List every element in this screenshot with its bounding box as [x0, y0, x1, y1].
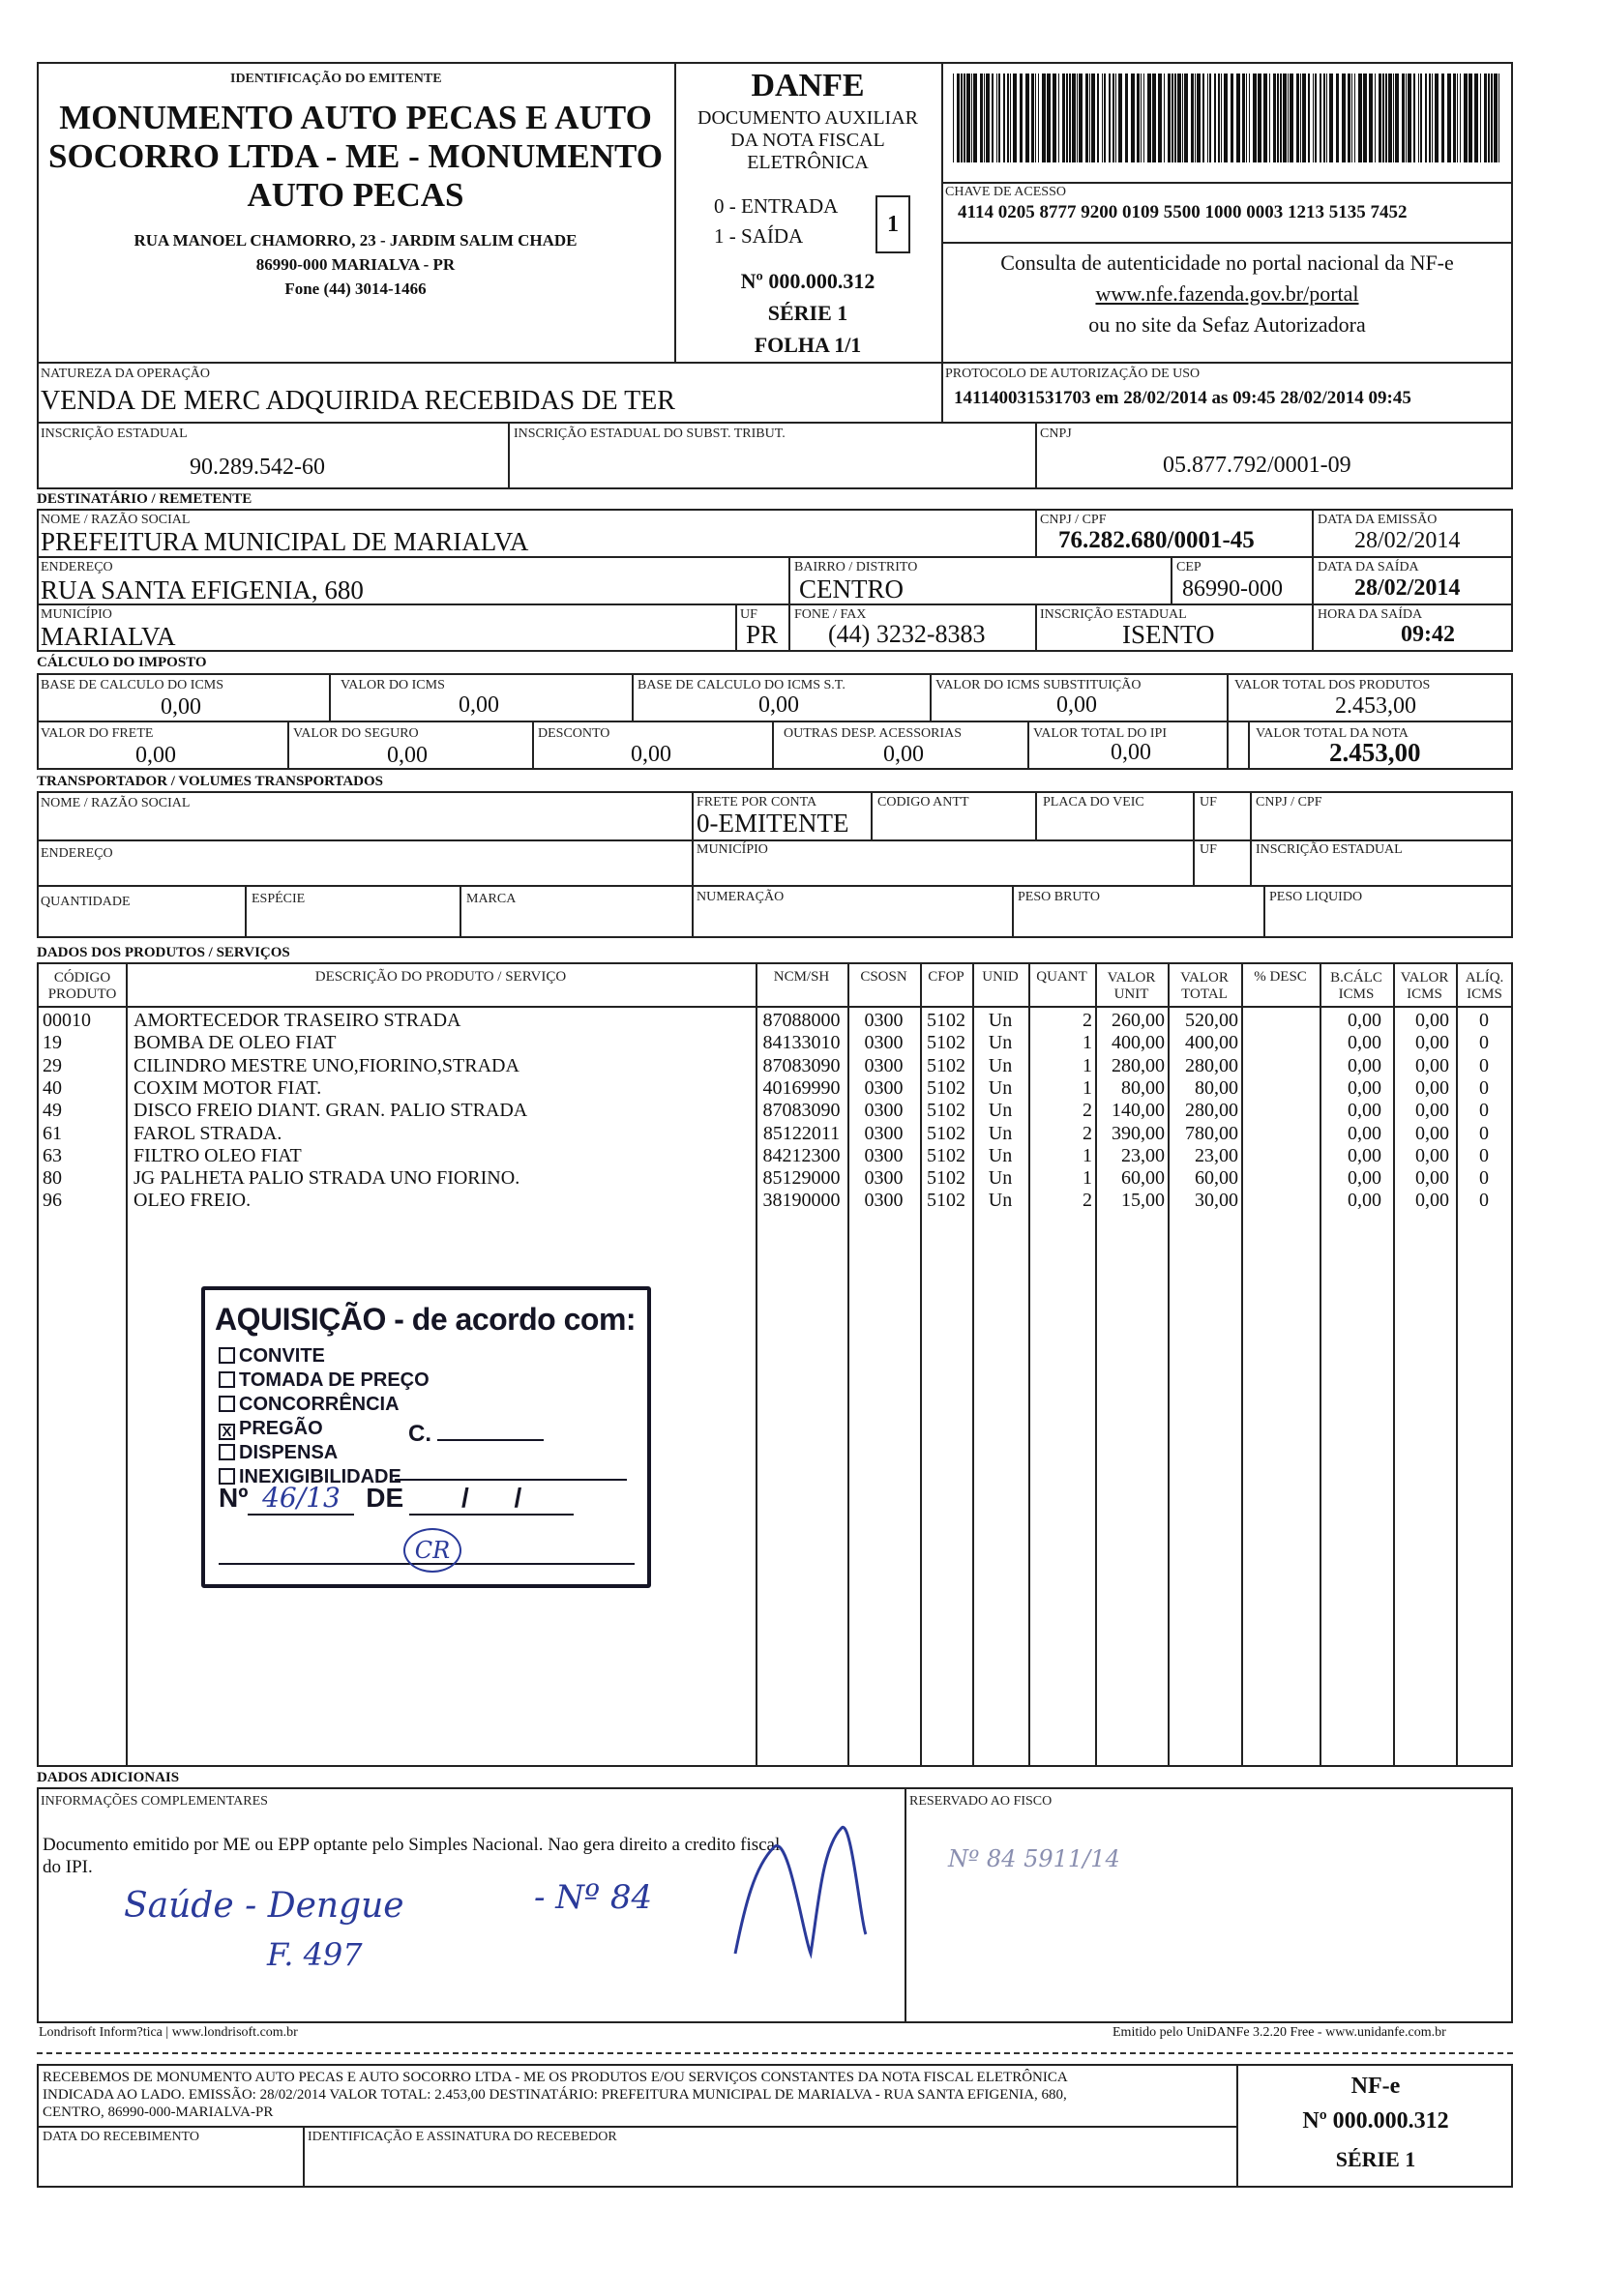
- dest-emissao-value: 28/02/2014: [1354, 528, 1461, 553]
- dest-bairro-label: BAIRRO / DISTRITO: [794, 560, 918, 574]
- th-vunit: VALOR UNIT: [1107, 970, 1156, 1002]
- cell-csosn: 0300: [864, 1100, 904, 1122]
- cell-vtotal: 280,00: [1185, 1100, 1238, 1122]
- transp-uf2-label: UF: [1200, 842, 1217, 857]
- cell-codigo: 40: [43, 1076, 62, 1099]
- cell-ncm: 84133010: [762, 1032, 841, 1054]
- stamp-line: [395, 1479, 627, 1481]
- cell-cfop: 5102: [927, 1144, 965, 1166]
- produtos-section: DADOS DOS PRODUTOS / SERVIÇOS: [37, 945, 290, 960]
- valor-st-label: VALOR DO ICMS SUBSTITUIÇÃO: [935, 678, 1142, 692]
- th-aliq: ALÍQ. ICMS: [1465, 970, 1504, 1002]
- ipi-value: 0,00: [1111, 740, 1151, 765]
- emitente-name: MONUMENTO AUTO PECAS E AUTO SOCORRO LTDA - ME - MONUMENTO AUTO PECAS: [48, 99, 663, 214]
- cell-ncm: 40169990: [762, 1076, 841, 1099]
- fisco-label: RESERVADO AO FISCO: [909, 1794, 1053, 1809]
- cell-aliq: 0: [1479, 1054, 1489, 1076]
- cell-cfop: 5102: [927, 1190, 965, 1212]
- dest-uf-value: PR: [746, 620, 779, 649]
- cell-unid: Un: [988, 1076, 1013, 1099]
- cell-quant: 1: [1083, 1032, 1092, 1054]
- dest-emissao-label: DATA DA EMISSÃO: [1318, 513, 1438, 527]
- cell-codigo: 80: [43, 1167, 62, 1190]
- valor-icms-value: 0,00: [459, 692, 499, 718]
- cell-csosn: 0300: [864, 1054, 904, 1076]
- danfe-subtitle: DOCUMENTO AUXILIAR DA NOTA FISCAL ELETRÔNICA: [697, 107, 918, 173]
- cell-vtotal: 400,00: [1185, 1032, 1238, 1054]
- chave-label: CHAVE DE ACESSO: [945, 185, 1066, 199]
- th-vicms: VALOR ICMS: [1400, 970, 1449, 1002]
- dest-uf-label: UF: [740, 607, 757, 622]
- cell-unid: Un: [988, 1010, 1013, 1031]
- handwriting-f497: F. 497: [267, 1936, 363, 1973]
- transp-municipio-label: MUNICÍPIO: [697, 842, 768, 857]
- danfe-title: DANFE: [751, 68, 865, 103]
- checkbox-icon: X: [219, 1424, 235, 1440]
- info-text: Documento emitido por ME ou EPP optante pelo Simples Nacional. Nao gera direito a credito fiscal do IPI.: [43, 1835, 781, 1877]
- cell-cfop: 5102: [927, 1100, 965, 1122]
- cell-vunit: 15,00: [1121, 1190, 1165, 1212]
- cell-ncm: 85129000: [762, 1167, 841, 1190]
- checkbox-icon: [219, 1396, 235, 1412]
- cnpj-label: CNPJ: [1040, 427, 1072, 441]
- cell-vunit: 390,00: [1112, 1122, 1165, 1144]
- th-quant: QUANT: [1036, 969, 1087, 985]
- canhoto-assinatura-label: IDENTIFICAÇÃO E ASSINATURA DO RECEBEDOR: [308, 2130, 617, 2144]
- transp-endereco-label: ENDEREÇO: [41, 846, 113, 861]
- transp-numeracao-label: NUMERAÇÃO: [697, 890, 785, 904]
- emitente-phone: Fone (44) 3014-1466: [284, 280, 427, 298]
- cell-codigo: 00010: [43, 1010, 91, 1031]
- cell-descricao: BOMBA DE OLEO FIAT: [134, 1032, 337, 1054]
- danfe-serie: SÉRIE 1: [767, 301, 848, 325]
- cell-vunit: 400,00: [1112, 1032, 1165, 1054]
- cell-bcalc: 0,00: [1348, 1032, 1381, 1054]
- cell-unid: Un: [988, 1100, 1013, 1122]
- dest-bairro-value: CENTRO: [799, 574, 904, 603]
- cell-descricao: CILINDRO MESTRE UNO,FIORINO,STRADA: [134, 1054, 519, 1076]
- cell-aliq: 0: [1479, 1190, 1489, 1212]
- th-unid: UNID: [982, 969, 1019, 985]
- cell-descricao: FILTRO OLEO FIAT: [134, 1144, 302, 1166]
- cell-csosn: 0300: [864, 1010, 904, 1031]
- frete-value: 0,00: [135, 743, 176, 768]
- stamp-option-label: CONCORRÊNCIA: [239, 1394, 400, 1415]
- cell-csosn: 0300: [864, 1167, 904, 1190]
- transp-cnpj-label: CNPJ / CPF: [1256, 795, 1322, 809]
- dest-saida-label: DATA DA SAÍDA: [1318, 560, 1419, 574]
- transp-quantidade-label: QUANTIDADE: [41, 895, 131, 909]
- transp-frete-label: FRETE POR CONTA: [697, 795, 817, 809]
- cell-vicms: 0,00: [1415, 1122, 1449, 1144]
- transp-ie-label: INSCRIÇÃO ESTADUAL: [1256, 842, 1403, 857]
- danfe-saida: 1 - SAÍDA: [714, 224, 804, 248]
- outras-label: OUTRAS DESP. ACESSORIAS: [784, 726, 962, 741]
- cell-cfop: 5102: [927, 1122, 965, 1144]
- cell-cfop: 5102: [927, 1054, 965, 1076]
- cell-aliq: 0: [1479, 1167, 1489, 1190]
- cell-vtotal: 280,00: [1185, 1054, 1238, 1076]
- base-icms-value: 0,00: [161, 694, 201, 720]
- cell-quant: 1: [1083, 1144, 1092, 1166]
- cell-quant: 2: [1083, 1190, 1092, 1212]
- barcode: [953, 74, 1502, 162]
- info-label: INFORMAÇÕES COMPLEMENTARES: [41, 1794, 268, 1809]
- cell-unid: Un: [988, 1054, 1013, 1076]
- cell-quant: 2: [1083, 1100, 1092, 1122]
- transp-uf-label: UF: [1200, 795, 1217, 809]
- natureza-label: NATUREZA DA OPERAÇÃO: [41, 367, 211, 381]
- transp-nome-label: NOME / RAZÃO SOCIAL: [41, 796, 191, 810]
- canhoto-data-label: DATA DO RECEBIMENTO: [43, 2130, 199, 2144]
- cell-ncm: 38190000: [762, 1190, 841, 1212]
- cell-cfop: 5102: [927, 1076, 965, 1099]
- th-cfop: CFOP: [928, 969, 964, 985]
- cell-vtotal: 520,00: [1185, 1010, 1238, 1031]
- ie-st-label: INSCRIÇÃO ESTADUAL DO SUBST. TRIBUT.: [514, 427, 786, 441]
- cell-ncm: 87083090: [762, 1100, 841, 1122]
- transp-peso-bruto-label: PESO BRUTO: [1018, 890, 1100, 904]
- cell-vtotal: 23,00: [1195, 1144, 1238, 1166]
- dest-nome-value: PREFEITURA MUNICIPAL DE MARIALVA: [41, 527, 529, 556]
- transportador-section: TRANSPORTADOR / VOLUMES TRANSPORTADOS: [37, 774, 384, 789]
- cell-csosn: 0300: [864, 1032, 904, 1054]
- transp-peso-liquido-label: PESO LIQUIDO: [1269, 890, 1363, 904]
- cut-line: [37, 2052, 1513, 2054]
- cell-vtotal: 60,00: [1195, 1167, 1238, 1190]
- dest-cnpj-label: CNPJ / CPF: [1040, 513, 1107, 527]
- stamp-option-label: CONVITE: [239, 1345, 325, 1367]
- protocolo-value: 141140031531703 em 28/02/2014 as 09:45 28/02/2014 09:45: [954, 388, 1411, 408]
- total-prod-value: 2.453,00: [1335, 693, 1416, 719]
- dest-ie-value: ISENTO: [1122, 620, 1215, 649]
- total-nota-value: 2.453,00: [1329, 738, 1421, 767]
- dest-cnpj-value: 76.282.680/0001-45: [1058, 527, 1255, 553]
- dest-endereco-label: ENDEREÇO: [41, 560, 113, 574]
- cell-cfop: 5102: [927, 1167, 965, 1190]
- cell-quant: 2: [1083, 1010, 1092, 1031]
- protocolo-label: PROTOCOLO DE AUTORIZAÇÃO DE USO: [945, 367, 1201, 381]
- danfe-tipo-box: 1: [875, 195, 910, 253]
- checkbox-icon: [219, 1444, 235, 1460]
- cell-vicms: 0,00: [1415, 1190, 1449, 1212]
- stamp-option: [219, 1369, 430, 1393]
- cell-vicms: 0,00: [1415, 1144, 1449, 1166]
- checkbox-icon: [219, 1347, 235, 1364]
- ie-value: 90.289.542-60: [190, 455, 325, 480]
- cell-vicms: 0,00: [1415, 1054, 1449, 1076]
- natureza-value: VENDA DE MERC ADQUIRIDA RECEBIDAS DE TER: [41, 386, 675, 416]
- cell-cfop: 5102: [927, 1032, 965, 1054]
- outras-value: 0,00: [883, 742, 924, 767]
- cell-bcalc: 0,00: [1348, 1100, 1381, 1122]
- cell-bcalc: 0,00: [1348, 1167, 1381, 1190]
- cell-bcalc: 0,00: [1348, 1144, 1381, 1166]
- cell-quant: 1: [1083, 1076, 1092, 1099]
- cell-vicms: 0,00: [1415, 1100, 1449, 1122]
- footer-right: Emitido pelo UniDANFe 3.2.20 Free - www.unidanfe.com.br: [1112, 2025, 1446, 2040]
- checkbox-icon: [219, 1371, 235, 1388]
- cell-codigo: 49: [43, 1100, 62, 1122]
- dest-cep-label: CEP: [1176, 560, 1202, 574]
- stamp-option-label: PREGÃO: [239, 1418, 323, 1439]
- cell-aliq: 0: [1479, 1144, 1489, 1166]
- stamp-option: [219, 1393, 430, 1417]
- total-prod-label: VALOR TOTAL DOS PRODUTOS: [1234, 678, 1431, 692]
- transp-frete-value: 0-EMITENTE: [697, 809, 849, 838]
- canhoto-numero: Nº 000.000.312: [1302, 2108, 1449, 2134]
- th-csosn: CSOSN: [860, 969, 907, 985]
- cell-aliq: 0: [1479, 1010, 1489, 1031]
- cell-vicms: 0,00: [1415, 1076, 1449, 1099]
- imposto-section: CÁLCULO DO IMPOSTO: [37, 655, 207, 670]
- cell-descricao: FAROL STRADA.: [134, 1122, 282, 1144]
- th-vtotal: VALOR TOTAL: [1180, 970, 1229, 1002]
- stamp-option-label: INEXIGIBILIDADE: [239, 1466, 401, 1487]
- danfe-folha: FOLHA 1/1: [754, 333, 862, 357]
- dest-nome-label: NOME / RAZÃO SOCIAL: [41, 513, 191, 527]
- cell-vunit: 140,00: [1112, 1100, 1165, 1122]
- ie-label: INSCRIÇÃO ESTADUAL: [41, 427, 188, 441]
- cell-ncm: 87088000: [762, 1010, 841, 1031]
- cell-aliq: 0: [1479, 1100, 1489, 1122]
- cell-vunit: 23,00: [1121, 1144, 1165, 1166]
- transp-especie-label: ESPÉCIE: [252, 892, 306, 906]
- cell-csosn: 0300: [864, 1190, 904, 1212]
- cell-descricao: OLEO FREIO.: [134, 1190, 252, 1212]
- dest-hora-label: HORA DA SAÍDA: [1318, 607, 1423, 622]
- cell-vicms: 0,00: [1415, 1032, 1449, 1054]
- destinatario-section: DESTINATÁRIO / REMETENTE: [37, 491, 252, 507]
- cnpj-value: 05.877.792/0001-09: [1163, 453, 1351, 478]
- seguro-label: VALOR DO SEGURO: [293, 726, 419, 741]
- signature-mark: [697, 1789, 890, 1983]
- cell-aliq: 0: [1479, 1076, 1489, 1099]
- stamp-option: [219, 1417, 430, 1441]
- cell-bcalc: 0,00: [1348, 1054, 1381, 1076]
- cell-codigo: 29: [43, 1054, 62, 1076]
- th-ncm: NCM/SH: [773, 969, 830, 985]
- stamp-option-label: TOMADA DE PREÇO: [239, 1369, 430, 1391]
- emitente-address: RUA MANOEL CHAMORRO, 23 - JARDIM SALIM CHADE: [134, 231, 578, 250]
- th-desc: % DESC: [1254, 969, 1307, 985]
- cell-codigo: 61: [43, 1122, 62, 1144]
- desconto-label: DESCONTO: [538, 726, 610, 741]
- cell-ncm: 84212300: [762, 1144, 841, 1166]
- cell-vunit: 260,00: [1112, 1010, 1165, 1031]
- adicionais-section: DADOS ADICIONAIS: [37, 1770, 180, 1785]
- cell-ncm: 87083090: [762, 1054, 841, 1076]
- canhoto-serie: SÉRIE 1: [1335, 2147, 1416, 2171]
- transp-marca-label: MARCA: [466, 892, 517, 906]
- ipi-label: VALOR TOTAL DO IPI: [1033, 726, 1167, 741]
- cell-unid: Un: [988, 1122, 1013, 1144]
- consulta-text: Consulta de autenticidade no portal nacional da NF-e www.nfe.fazenda.gov.br/portal ou no site da Sefaz Autorizadora: [1000, 250, 1454, 337]
- valor-icms-label: VALOR DO ICMS: [341, 678, 445, 692]
- base-st-value: 0,00: [758, 692, 799, 718]
- cell-vtotal: 80,00: [1195, 1076, 1238, 1099]
- stamp-title: AQUISIÇÃO - de acordo com:: [215, 1302, 637, 1337]
- dest-ie-label: INSCRIÇÃO ESTADUAL: [1040, 607, 1187, 622]
- cell-quant: 2: [1083, 1122, 1092, 1144]
- cell-unid: Un: [988, 1144, 1013, 1166]
- cell-unid: Un: [988, 1032, 1013, 1054]
- cell-vicms: 0,00: [1415, 1167, 1449, 1190]
- cell-vunit: 60,00: [1121, 1167, 1165, 1190]
- cell-vicms: 0,00: [1415, 1010, 1449, 1031]
- cell-bcalc: 0,00: [1348, 1010, 1381, 1031]
- th-bcalc: B.CÁLC ICMS: [1330, 970, 1382, 1002]
- cell-codigo: 19: [43, 1032, 62, 1054]
- base-st-label: BASE DE CALCULO DO ICMS S.T.: [638, 678, 846, 692]
- dest-fone-label: FONE / FAX: [794, 607, 867, 622]
- cell-csosn: 0300: [864, 1076, 904, 1099]
- th-descricao: DESCRIÇÃO DO PRODUTO / SERVIÇO: [314, 969, 567, 985]
- danfe-entrada: 0 - ENTRADA: [714, 194, 839, 218]
- dest-hora-value: 09:42: [1401, 622, 1455, 647]
- cell-unid: Un: [988, 1167, 1013, 1190]
- dest-municipio-value: MARIALVA: [41, 622, 176, 651]
- stamp-c-label: C.: [408, 1421, 544, 1448]
- cell-descricao: JG PALHETA PALIO STRADA UNO FIORINO.: [134, 1167, 520, 1190]
- frete-label: VALOR DO FRETE: [41, 726, 154, 741]
- dest-endereco-value: RUA SANTA EFIGENIA, 680: [41, 575, 364, 604]
- desconto-value: 0,00: [631, 742, 671, 767]
- transp-antt-label: CODIGO ANTT: [877, 795, 969, 809]
- dest-cep-value: 86990-000: [1182, 576, 1283, 602]
- total-nota-label: VALOR TOTAL DA NOTA: [1256, 726, 1409, 741]
- cell-quant: 1: [1083, 1167, 1092, 1190]
- cell-codigo: 96: [43, 1190, 62, 1212]
- cell-vunit: 80,00: [1121, 1076, 1165, 1099]
- transp-placa-label: PLACA DO VEIC: [1043, 795, 1144, 809]
- cell-codigo: 63: [43, 1144, 62, 1166]
- cell-descricao: DISCO FREIO DIANT. GRAN. PALIO STRADA: [134, 1100, 528, 1122]
- canhoto-nfe: NF-e: [1350, 2074, 1401, 2099]
- stamp-option: [219, 1344, 430, 1369]
- base-icms-label: BASE DE CALCULO DO ICMS: [41, 678, 224, 692]
- dest-municipio-label: MUNICÍPIO: [41, 607, 112, 622]
- dest-saida-value: 28/02/2014: [1354, 575, 1461, 601]
- handwriting-saude-dengue: Saúde - Dengue: [124, 1886, 404, 1926]
- cell-vtotal: 30,00: [1195, 1190, 1238, 1212]
- stamp-options: [219, 1344, 430, 1489]
- cell-vtotal: 780,00: [1185, 1122, 1238, 1144]
- stamp-initials: CR: [403, 1528, 461, 1573]
- emitente-section-label: IDENTIFICAÇÃO DO EMITENTE: [230, 72, 442, 86]
- cell-aliq: 0: [1479, 1122, 1489, 1144]
- stamp-numero: Nº 46/13 DE / /: [219, 1482, 574, 1516]
- chave-value: 4114 0205 8777 9200 0109 5500 1000 0003 1213 5135 7452: [958, 202, 1408, 222]
- dest-fone-value: (44) 3232-8383: [828, 620, 986, 648]
- th-codigo: CÓDIGO PRODUTO: [47, 970, 117, 1002]
- cell-bcalc: 0,00: [1348, 1190, 1381, 1212]
- acquisition-stamp: [201, 1286, 651, 1588]
- cell-ncm: 85122011: [762, 1122, 841, 1144]
- handwriting-numero: - Nº 84: [534, 1878, 653, 1917]
- cell-vunit: 280,00: [1112, 1054, 1165, 1076]
- footer-left: Londrisoft Inform?tica | www.londrisoft.com.br: [39, 2025, 298, 2040]
- cell-cfop: 5102: [927, 1010, 965, 1031]
- cell-bcalc: 0,00: [1348, 1122, 1381, 1144]
- cell-csosn: 0300: [864, 1144, 904, 1166]
- cell-quant: 1: [1083, 1054, 1092, 1076]
- cell-bcalc: 0,00: [1348, 1076, 1381, 1099]
- cell-csosn: 0300: [864, 1122, 904, 1144]
- cell-unid: Un: [988, 1190, 1013, 1212]
- cell-descricao: AMORTECEDOR TRASEIRO STRADA: [134, 1010, 461, 1031]
- stamp-option: [219, 1441, 430, 1465]
- stamp-option-label: DISPENSA: [239, 1442, 339, 1463]
- danfe-numero: Nº 000.000.312: [740, 269, 875, 293]
- canhoto-text: RECEBEMOS DE MONUMENTO AUTO PECAS E AUTO SOCORRO LTDA - ME OS PRODUTOS E/OU SERVIÇOS CONSTANTES DA NOTA FISCAL ELETRÔNICA INDICADA AO LADO. EMISSÃO: 28/02/2014 VALOR TOTAL: 2.453,00 DESTINATÁRIO: PREFEITURA MUNICIPAL DE MARIALVA - RUA SANTA EFIGENIA, 680, CENTRO, 86990-000-MARIALVA-PR: [43, 2070, 1068, 2120]
- valor-st-value: 0,00: [1056, 692, 1097, 718]
- emitente-city: 86990-000 MARIALVA - PR: [255, 255, 456, 274]
- handwriting-fisco: Nº 84 5911/14: [948, 1845, 1120, 1872]
- cell-aliq: 0: [1479, 1032, 1489, 1054]
- seguro-value: 0,00: [387, 743, 428, 768]
- cell-descricao: COXIM MOTOR FIAT.: [134, 1076, 322, 1099]
